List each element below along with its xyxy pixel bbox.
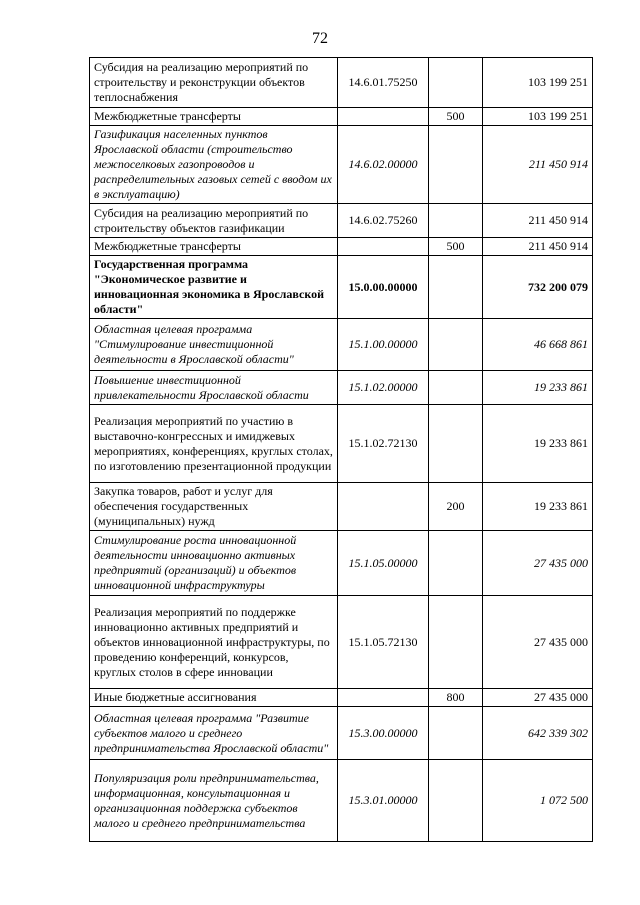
row-sum-cell: 46 668 861 [483,319,593,371]
table-row [90,319,593,371]
row-code-cell: 15.3.01.00000 [338,760,429,842]
row-name-cell: Межбюджетные трансферты [90,108,338,126]
row-code-cell: 14.6.01.75250 [338,58,429,108]
row-code-cell: 15.1.02.00000 [338,371,429,405]
row-name-cell: Повышение инвестиционной привлекательности Ярославской области [90,371,338,405]
row-name-cell: Иные бюджетные ассигнования [90,689,338,707]
row-name-cell: Популяризация роли предпринимательства, информационная, консультационная и организационная поддержка субъектов малого и среднего предпринимательства [90,760,338,842]
row-type-cell [429,405,483,483]
table-row [90,58,593,108]
row-type-cell [429,760,483,842]
row-code-cell: 15.0.00.00000 [338,256,429,319]
table-row [90,707,593,760]
row-sum-cell: 642 339 302 [483,707,593,760]
row-name-cell: Областная целевая программа "Стимулирование инвестиционной деятельности в Ярославской области" [90,319,338,371]
row-code-cell [338,238,429,256]
row-type-cell: 200 [429,483,483,531]
row-sum-cell: 19 233 861 [483,483,593,531]
table-row [90,405,593,483]
row-name-cell: Межбюджетные трансферты [90,238,338,256]
row-type-cell [429,204,483,238]
row-sum-cell: 1 072 500 [483,760,593,842]
row-type-cell: 500 [429,108,483,126]
row-type-cell [429,596,483,689]
row-code-cell [338,689,429,707]
row-type-cell [429,256,483,319]
row-type-cell: 800 [429,689,483,707]
row-code-cell: 15.1.02.72130 [338,405,429,483]
row-sum-cell: 211 450 914 [483,126,593,204]
row-sum-cell: 211 450 914 [483,204,593,238]
row-sum-cell: 19 233 861 [483,371,593,405]
row-code-cell [338,108,429,126]
row-sum-cell: 27 435 000 [483,531,593,596]
table-row [90,689,593,707]
row-type-cell: 500 [429,238,483,256]
page-number: 72 [312,30,328,47]
row-name-cell: Областная целевая программа "Развитие субъектов малого и среднего предпринимательства Ярославской области" [90,707,338,760]
row-sum-cell: 211 450 914 [483,238,593,256]
row-sum-cell: 103 199 251 [483,108,593,126]
table-row [90,483,593,531]
table-row [90,108,593,126]
row-code-cell: 15.1.00.00000 [338,319,429,371]
row-sum-cell: 27 435 000 [483,596,593,689]
row-type-cell [429,58,483,108]
row-name-cell: Государственная программа "Экономическое развитие и инновационная экономика в Ярославской области" [90,256,338,319]
row-code-cell: 15.1.05.00000 [338,531,429,596]
row-code-cell: 15.1.05.72130 [338,596,429,689]
row-type-cell [429,531,483,596]
row-name-cell: Субсидия на реализацию мероприятий по строительству и реконструкции объектов теплоснабжения [90,58,338,108]
row-sum-cell: 19 233 861 [483,405,593,483]
row-sum-cell: 732 200 079 [483,256,593,319]
row-name-cell: Субсидия на реализацию мероприятий по строительству объектов газификации [90,204,338,238]
row-code-cell: 14.6.02.00000 [338,126,429,204]
table-row [90,126,593,204]
table-row [90,371,593,405]
table-row [90,760,593,842]
table-row [90,256,593,319]
row-code-cell: 14.6.02.75260 [338,204,429,238]
row-sum-cell: 103 199 251 [483,58,593,108]
row-type-cell [429,126,483,204]
row-name-cell: Стимулирование роста инновационной деятельности инновационно активных предприятий (организаций) и объектов инновационной инфраструктуры [90,531,338,596]
row-sum-cell: 27 435 000 [483,689,593,707]
row-code-cell: 15.3.00.00000 [338,707,429,760]
row-code-cell [338,483,429,531]
row-type-cell [429,319,483,371]
row-type-cell [429,371,483,405]
row-name-cell: Реализация мероприятий по поддержке инновационно активных предприятий и объектов инновационной инфраструктуры, по проведению конференций, конкурсов, круглых столов в сфере инновации [90,596,338,689]
table-row [90,204,593,238]
budget-table [89,57,593,842]
row-name-cell: Закупка товаров, работ и услуг для обеспечения государственных (муниципальных) нужд [90,483,338,531]
table-row [90,531,593,596]
row-name-cell: Реализация мероприятий по участию в выставочно-конгрессных и имиджевых мероприятиях, конференциях, круглых столах, по изготовлению презентационной продукции [90,405,338,483]
table-row [90,596,593,689]
row-name-cell: Газификация населенных пунктов Ярославской области (строительство межпоселковых газопроводов и распределительных газовых сетей с вводом их в эксплуатацию) [90,126,338,204]
row-type-cell [429,707,483,760]
table-row [90,238,593,256]
